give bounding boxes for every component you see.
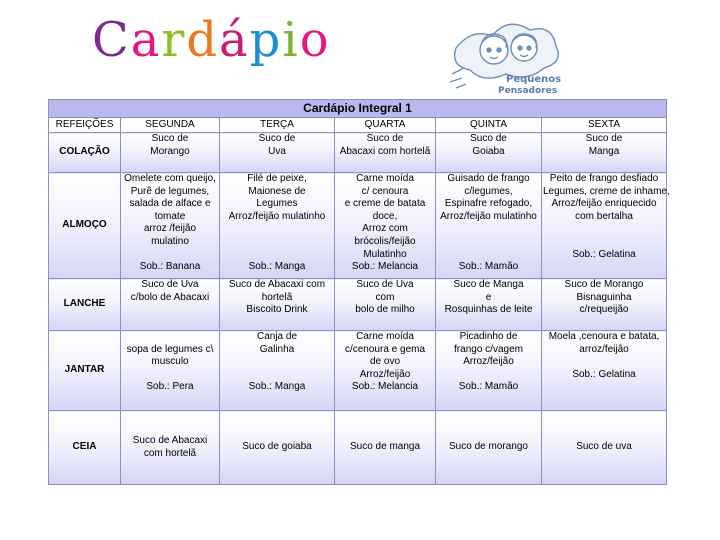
menu-line: com hortelã (143, 447, 197, 459)
menu-cell (436, 173, 542, 279)
logo-graphic (448, 18, 566, 96)
menu-table (48, 99, 670, 485)
menu-cell (335, 411, 436, 485)
pequenos-pensadores-logo (448, 18, 566, 96)
meal-row (49, 133, 667, 173)
menu-line: Sob.: Melancia (351, 261, 419, 273)
meal-row (49, 279, 667, 331)
logo-text-line2: Pensadores (498, 86, 558, 96)
column-header: REFEIÇÕES (49, 118, 121, 133)
menu-line: Suco de morango (449, 441, 528, 453)
menu-line: doce, (372, 210, 398, 222)
menu-line: Suco de (585, 133, 623, 144)
menu-line: Suco de (470, 133, 507, 144)
menu-line: Arroz/feijão mulatinho (228, 210, 326, 222)
meal-label: JANTAR (49, 331, 121, 411)
menu-cell (542, 411, 667, 485)
menu-line: arroz /feijão (143, 223, 197, 235)
menu-line: c/cenoura e gema (344, 343, 426, 355)
page-header (0, 0, 720, 100)
menu-line: tomate (154, 210, 186, 222)
menu-line: Uva (268, 145, 286, 157)
menu-cell (335, 279, 436, 331)
menu-line: Suco de (258, 133, 296, 144)
menu-line: Sob.: Banana (139, 261, 201, 273)
title-letter: d (186, 12, 220, 68)
menu-line: Suco de Abacaxi com (228, 279, 326, 290)
menu-line: e (485, 291, 492, 303)
menu-line: arroz/feijão (579, 343, 629, 355)
menu-cell (220, 133, 335, 173)
menu-line: Peito de frango desfiado (549, 173, 659, 184)
menu-line: Sob.: Manga (248, 261, 306, 273)
title-letter: o (299, 12, 331, 68)
menu-line: Carne moída (356, 173, 414, 184)
menu-cell (542, 133, 667, 173)
menu-line: Legumes, creme de inhame, (543, 185, 670, 197)
menu-line: com (375, 291, 395, 303)
menu-line: Guisado de frango (447, 173, 530, 184)
menu-line: Abacaxi com hortelã (339, 145, 431, 157)
menu-cell (542, 173, 670, 279)
menu-line (221, 236, 333, 249)
column-header: QUARTA (335, 118, 436, 133)
menu-line: Suco de (366, 133, 404, 144)
menu-line (543, 236, 665, 249)
menu-line: com bertalha (575, 210, 633, 222)
menu-line: Arroz/feijão enriquecido (551, 198, 657, 210)
cardapio-title (92, 10, 331, 70)
menu-cell (121, 411, 220, 485)
column-header: TERÇA (220, 118, 335, 133)
menu-cell (335, 331, 436, 411)
menu-line: Suco de manga (349, 441, 421, 453)
menu-line: Sob.: Mamão (458, 381, 519, 393)
menu-line: bolo de milho (355, 304, 415, 316)
meal-row (49, 331, 667, 411)
menu-line (221, 223, 333, 236)
menu-line: Carne moída (356, 331, 414, 342)
menu-line: Bisnaguinha (576, 291, 632, 303)
menu-line: Sob.: Melancia (351, 381, 419, 393)
menu-line: Omelete com queijo, (124, 173, 216, 184)
menu-line: Sob.: Gelatina (572, 368, 636, 380)
menu-line (543, 356, 665, 369)
menu-cell (220, 411, 335, 485)
menu-line: c/ cenoura (361, 185, 409, 197)
menu-line: c/legumes, (464, 185, 513, 197)
menu-line: Arroz/feijão (463, 356, 514, 368)
menu-cell (335, 133, 436, 173)
menu-cell (121, 279, 220, 331)
meal-label: COLAÇÃO (49, 133, 121, 173)
menu-line: Suco de uva (576, 441, 632, 453)
menu-line: Canja de (256, 331, 298, 342)
menu-line: Sob.: Gelatina (572, 248, 636, 260)
menu-cell (121, 173, 220, 279)
menu-line: Legumes (256, 198, 298, 210)
menu-cell (220, 173, 335, 279)
menu-line: mulatino (151, 235, 189, 247)
title-letter: i (282, 12, 300, 68)
menu-line (437, 236, 540, 249)
menu-cell (121, 133, 220, 173)
menu-cell (542, 331, 667, 411)
menu-line: Moela ,cenoura e batata, (548, 331, 660, 342)
menu-line: Picadinho de (459, 331, 518, 342)
menu-line: Sob.: Pera (146, 381, 194, 393)
menu-line: Sob.: Mamão (458, 261, 519, 273)
menu-cell (220, 331, 335, 411)
meal-row (49, 411, 667, 485)
menu-line: Suco de goiaba (242, 441, 312, 453)
meal-label: ALMOÇO (49, 173, 121, 279)
menu-line (122, 249, 218, 262)
menu-line: musculo (151, 356, 189, 368)
menu-line (221, 369, 333, 382)
menu-line (122, 369, 218, 382)
menu-line: Purê de legumes, (130, 185, 210, 197)
column-header: QUINTA (436, 118, 542, 133)
menu-line: sopa de legumes c\ (126, 343, 214, 355)
menu-line (543, 223, 665, 236)
menu-line (437, 223, 540, 236)
menu-line: Maionese de (248, 185, 306, 197)
menu-line: brócolis/feijão (354, 235, 416, 247)
menu-line: Suco de (151, 133, 189, 144)
menu-cell (436, 279, 542, 331)
menu-line (543, 261, 665, 274)
title-letter: p (249, 12, 283, 68)
menu-cell (436, 133, 542, 173)
table-title: Cardápio Integral 1 (49, 100, 667, 118)
menu-line: Arroz/feijão mulatinho (440, 210, 537, 222)
menu-line: Sob.: Manga (248, 381, 306, 393)
menu-line: Suco de Uva (356, 279, 414, 290)
menu-line (122, 331, 218, 344)
meal-row (49, 173, 667, 279)
menu-line: Arroz com (362, 223, 408, 235)
menu-line: Rosquinhas de leite (444, 304, 533, 316)
menu-line: de ovo (369, 356, 401, 368)
logo-text-line1: Pequenos (506, 74, 562, 85)
menu-cell (436, 411, 542, 485)
menu-line (221, 356, 333, 369)
menu-line: frango c/vagem (454, 343, 523, 355)
meal-label: LANCHE (49, 279, 121, 331)
menu-line: Morango (150, 145, 190, 157)
title-letter: C (92, 12, 131, 68)
menu-line: Filé de peixe, (247, 173, 307, 184)
menu-line: Galinha (259, 343, 295, 355)
menu-line: c/bolo de Abacaxi (130, 291, 210, 303)
menu-line: Biscoito Drink (246, 304, 308, 316)
menu-cell (436, 331, 542, 411)
menu-cell (220, 279, 335, 331)
menu-line: salada de alface e (129, 198, 211, 210)
menu-cell (335, 173, 436, 279)
menu-line: hortelã (261, 291, 293, 303)
menu-line: Suco de Abacaxi (132, 434, 208, 446)
menu-line: Mulatinho (363, 248, 407, 260)
column-header: SEXTA (542, 118, 667, 133)
title-letter: r (161, 12, 187, 68)
menu-line: c/requeijão (579, 304, 629, 316)
column-header: SEGUNDA (121, 118, 220, 133)
title-letter: á (219, 12, 250, 68)
menu-line (437, 249, 540, 262)
menu-line: e creme de batata (344, 198, 426, 210)
menu-line (437, 369, 540, 382)
menu-cell (542, 279, 667, 331)
menu-line (221, 249, 333, 262)
meal-label: CEIA (49, 411, 121, 485)
menu-line: Arroz/feijão (359, 368, 411, 380)
menu-line: Espinafre refogado, (444, 198, 533, 210)
menu-line: Suco de Morango (564, 279, 644, 290)
menu-line: Goiaba (472, 145, 505, 157)
title-letter: a (130, 12, 162, 68)
menu-cell (121, 331, 220, 411)
menu-line: Suco de Uva (141, 279, 199, 290)
menu-line: Manga (588, 145, 620, 157)
menu-line: Suco de Manga (453, 279, 524, 290)
